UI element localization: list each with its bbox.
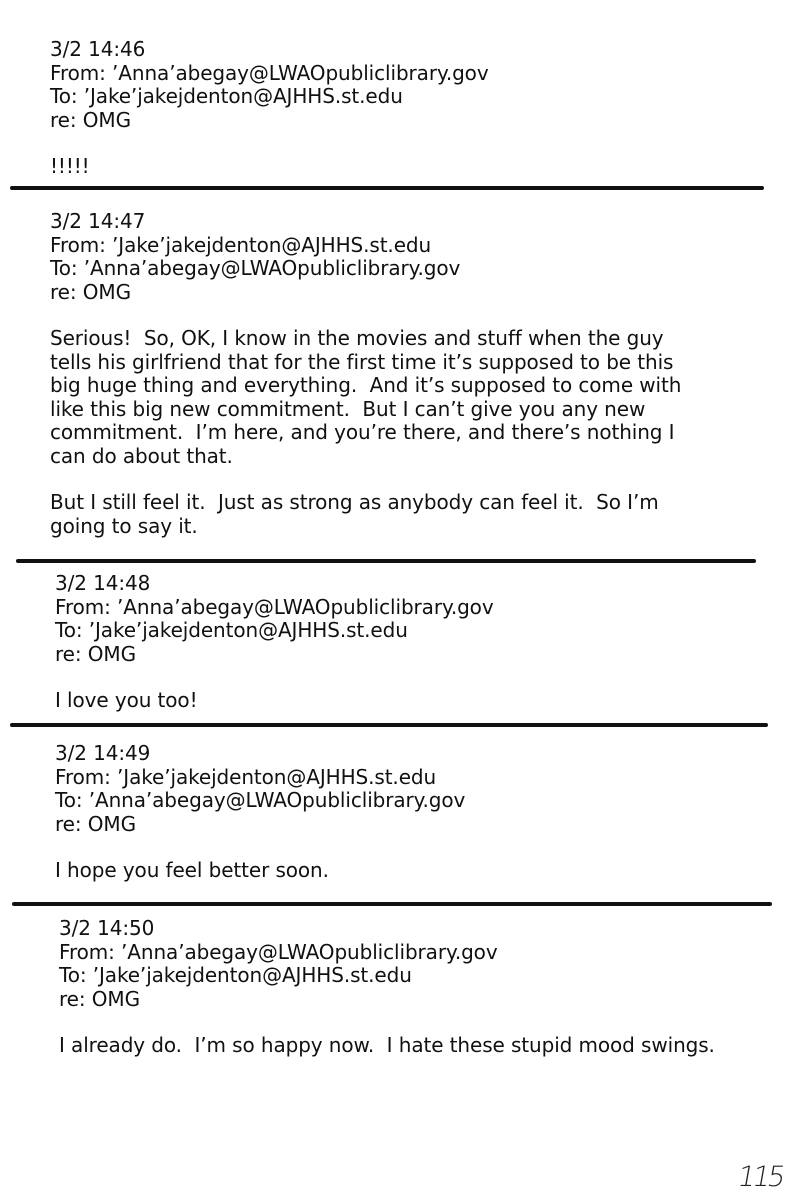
email-timestamp: 3/2 14:48 xyxy=(55,571,151,595)
email-subject: re: OMG xyxy=(59,986,140,1011)
email-message-3 xyxy=(55,572,494,713)
email-from: From: ’Anna’abegay@LWAOpubliclibrary.gov xyxy=(55,594,494,619)
email-body-line: I love you too! xyxy=(55,688,198,712)
email-timestamp: 3/2 14:50 xyxy=(59,916,155,940)
email-message-5 xyxy=(59,917,715,1058)
email-subject: re: OMG xyxy=(55,641,136,666)
email-body-line: going to say it. xyxy=(50,513,198,538)
email-body-line: commitment. I’m here, and you’re there, and there’s nothing I xyxy=(50,420,675,444)
message-divider xyxy=(10,186,764,190)
email-to: To: ’Jake’jakejdenton@AJHHS.st.edu xyxy=(55,618,408,642)
email-from: From: ’Jake’jakejdenton@AJHHS.st.edu xyxy=(55,764,437,789)
message-divider xyxy=(16,559,756,563)
email-body-line: I already do. I’m so happy now. I hate these stupid mood swings. xyxy=(59,1033,715,1057)
email-body-line: tells his girlfriend that for the first time it’s supposed to be this xyxy=(50,349,674,374)
email-timestamp: 3/2 14:46 xyxy=(50,37,146,61)
email-to: To: ’Jake’jakejdenton@AJHHS.st.edu xyxy=(59,963,412,987)
email-body-line: !!!!! xyxy=(50,154,90,178)
email-body-line: I hope you feel better soon. xyxy=(55,858,329,882)
message-divider xyxy=(12,902,772,906)
email-from: From: ’Jake’jakejdenton@AJHHS.st.edu xyxy=(50,232,432,257)
email-to: To: ’Anna’abegay@LWAOpubliclibrary.gov xyxy=(50,256,461,280)
email-body-line: But I still feel it. Just as strong as anybody can feel it. So I’m xyxy=(50,490,659,514)
email-from: From: ’Anna’abegay@LWAOpubliclibrary.gov xyxy=(50,60,489,85)
email-subject: re: OMG xyxy=(50,279,131,304)
email-to: To: ’Jake’jakejdenton@AJHHS.st.edu xyxy=(50,84,403,108)
email-message-4 xyxy=(55,742,465,883)
email-timestamp: 3/2 14:47 xyxy=(50,209,146,233)
email-body-line: big huge thing and everything. And it’s supposed to come with xyxy=(50,373,682,397)
email-message-1 xyxy=(50,38,489,179)
page-number: 115 xyxy=(735,1160,786,1193)
message-divider xyxy=(10,723,768,727)
email-timestamp: 3/2 14:49 xyxy=(55,741,151,765)
email-subject: re: OMG xyxy=(55,811,136,836)
email-subject: re: OMG xyxy=(50,107,131,132)
email-body-line: can do about that. xyxy=(50,443,233,468)
email-from: From: ’Anna’abegay@LWAOpubliclibrary.gov xyxy=(59,939,498,964)
email-body-line: like this big new commitment. But I can’t give you any new xyxy=(50,396,646,421)
email-body-line: Serious! So, OK, I know in the movies and stuff when the guy xyxy=(50,326,664,350)
email-to: To: ’Anna’abegay@LWAOpubliclibrary.gov xyxy=(55,788,466,812)
email-message-2 xyxy=(50,210,681,538)
